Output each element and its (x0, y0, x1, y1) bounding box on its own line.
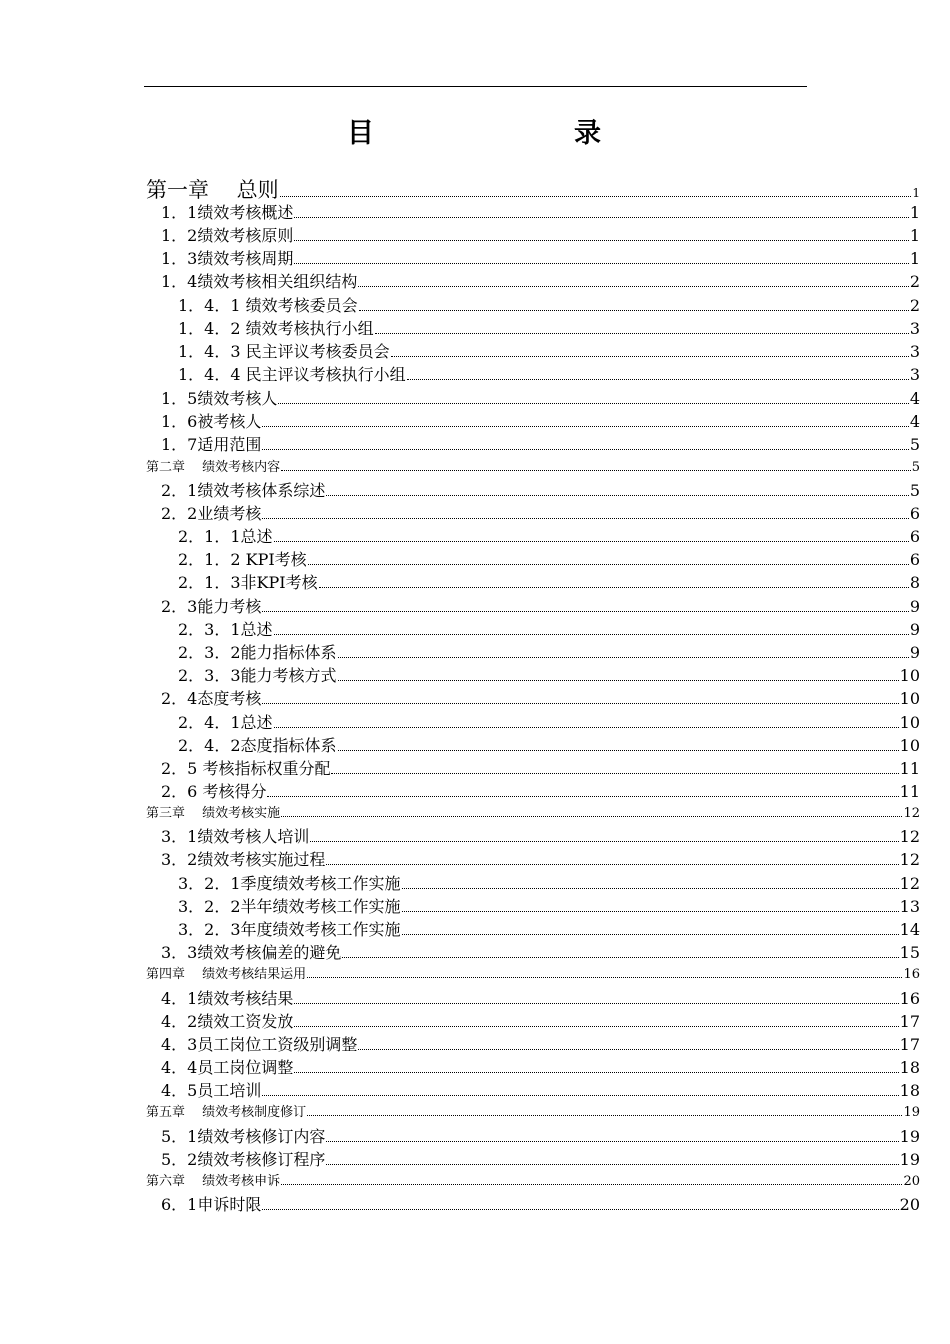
toc-entry-text: 1．4．3 民主评议考核委员会 (178, 342, 390, 361)
toc-entry[interactable] (161, 1147, 920, 1170)
toc-leader-dots (407, 379, 909, 380)
toc-leader-dots (294, 240, 908, 241)
toc-page-number: 3 (909, 319, 920, 338)
toc-page-number: 16 (899, 989, 920, 1008)
toc-page-number: 11 (899, 759, 920, 778)
toc-page-number: 12 (899, 827, 920, 846)
toc-leader-dots (358, 1049, 898, 1050)
toc-entry[interactable] (161, 409, 920, 432)
toc-entry-text: 2．4．2态度指标体系 (178, 736, 337, 755)
toc-entry[interactable] (161, 1192, 920, 1215)
toc-leader-dots (358, 286, 908, 287)
toc-entry-text: 2．4态度考核 (161, 689, 262, 708)
toc-page-number: 16 (903, 967, 920, 982)
toc-page-number: 17 (899, 1035, 920, 1054)
toc-leader-dots (274, 727, 899, 728)
toc-entry[interactable] (178, 362, 920, 385)
toc-leader-dots (326, 495, 908, 496)
toc-entry-text: 1．7适用范围 (161, 435, 262, 454)
toc-page-number: 18 (899, 1058, 920, 1077)
toc-page-number: 14 (899, 920, 920, 939)
toc-title-char-1: 目 (347, 118, 374, 149)
toc-entry-text: 第二章 绩效考核内容 (146, 460, 281, 475)
toc-entry-text: 第五章 绩效考核制度修订 (146, 1105, 307, 1120)
toc-page-number: 12 (899, 850, 920, 869)
toc-title (0, 116, 950, 156)
toc-page-number: 3 (909, 365, 920, 384)
toc-page-number: 20 (899, 1195, 920, 1214)
toc-entry[interactable] (178, 524, 920, 547)
toc-entry[interactable] (161, 847, 920, 870)
toc-entry[interactable] (178, 917, 920, 940)
toc-entry[interactable] (161, 269, 920, 292)
toc-entry[interactable] (161, 1055, 920, 1078)
toc-entry[interactable] (161, 686, 920, 709)
toc-entry-text: 3．1绩效考核人培训 (161, 827, 310, 846)
toc-entry[interactable] (178, 663, 920, 686)
toc-page-number: 12 (903, 806, 920, 821)
toc-page-number: 8 (909, 573, 920, 592)
toc-entry-text: 2．1．3非KPI考核 (178, 573, 318, 592)
toc-leader-dots (267, 796, 898, 797)
toc-page-number: 5 (909, 481, 920, 500)
toc-page-number: 10 (899, 713, 920, 732)
toc-page-number: 6 (909, 527, 920, 546)
toc-entry-text: 1．2绩效考核原则 (161, 226, 294, 245)
toc-entry-text: 4．3员工岗位工资级别调整 (161, 1035, 358, 1054)
toc-page-number: 19 (899, 1127, 920, 1146)
toc-title-char-2: 录 (574, 118, 601, 149)
toc-leader-dots (274, 541, 909, 542)
toc-entry-text: 4．1绩效考核结果 (161, 989, 294, 1008)
toc-leader-dots (294, 263, 908, 264)
toc-leader-dots (326, 1141, 898, 1142)
toc-entry-text: 3．3绩效考核偏差的避免 (161, 943, 342, 962)
toc-leader-dots (294, 217, 908, 218)
toc-leader-dots (294, 1003, 898, 1004)
toc-entry-text: 5．1绩效考核修订内容 (161, 1127, 326, 1146)
toc-page-number: 15 (899, 943, 920, 962)
toc-page-number: 18 (899, 1081, 920, 1100)
toc-leader-dots (310, 841, 898, 842)
toc-leader-dots (281, 1184, 902, 1185)
toc-page-number: 9 (909, 620, 920, 639)
toc-leader-dots (308, 564, 909, 565)
toc-entry-text: 1．4．2 绩效考核执行小组 (178, 319, 374, 338)
toc-entry-text: 4．4员工岗位调整 (161, 1058, 294, 1077)
toc-leader-dots (338, 657, 909, 658)
toc-leader-dots (281, 816, 902, 817)
toc-page-number: 2 (909, 272, 920, 291)
toc-leader-dots (338, 680, 899, 681)
toc-entry[interactable] (161, 223, 920, 246)
toc-entry-text: 2．2业绩考核 (161, 504, 262, 523)
toc-entry[interactable] (161, 246, 920, 269)
toc-page-number: 5 (909, 435, 920, 454)
toc-leader-dots (391, 356, 909, 357)
toc-entry[interactable] (161, 824, 920, 847)
toc-page-number: 6 (909, 504, 920, 523)
toc-entry-text: 1．1绩效考核概述 (161, 203, 294, 222)
toc-entry[interactable] (161, 1078, 920, 1101)
toc-leader-dots (262, 611, 908, 612)
toc-entry-text: 2．6 考核得分 (161, 782, 267, 801)
toc-entry-text: 第六章 绩效考核申诉 (146, 1174, 281, 1189)
toc-entry[interactable] (178, 339, 920, 362)
toc-leader-dots (326, 1164, 898, 1165)
toc-leader-dots (280, 196, 912, 197)
toc-leader-dots (402, 911, 899, 912)
toc-entry[interactable] (161, 756, 920, 779)
toc-entry[interactable] (161, 940, 920, 963)
toc-page-number: 10 (899, 736, 920, 755)
toc-page-number: 5 (911, 460, 920, 475)
toc-entry-text: 第四章 绩效考核结果运用 (146, 967, 307, 982)
toc-leader-dots (294, 1026, 898, 1027)
toc-entry[interactable] (178, 894, 920, 917)
toc-page-number: 13 (899, 897, 920, 916)
toc-leader-dots (331, 773, 898, 774)
toc-leader-dots (262, 1209, 898, 1210)
toc-entry[interactable] (178, 547, 920, 570)
toc-entry[interactable] (178, 293, 920, 316)
toc-entry-text: 4．2绩效工资发放 (161, 1012, 294, 1031)
toc-entry[interactable] (161, 986, 920, 1009)
toc-entry[interactable] (161, 501, 920, 524)
toc-entry-text: 3．2．3年度绩效考核工作实施 (178, 920, 401, 939)
toc-entry[interactable] (178, 570, 920, 593)
toc-leader-dots (274, 634, 909, 635)
toc-entry-text: 第一章 总则 (146, 178, 279, 202)
toc-leader-dots (281, 470, 911, 471)
toc-entry-text: 1．4绩效考核相关组织结构 (161, 272, 358, 291)
toc-entry-text: 1．4．1 绩效考核委员会 (178, 296, 358, 315)
toc-entry[interactable] (178, 316, 920, 339)
toc-leader-dots (262, 1095, 898, 1096)
toc-page-number: 4 (909, 389, 920, 408)
toc-entry-text: 3．2．1季度绩效考核工作实施 (178, 874, 401, 893)
toc-page-number: 12 (899, 874, 920, 893)
toc-entry-text: 2．5 考核指标权重分配 (161, 759, 331, 778)
toc-page-number: 1 (909, 249, 920, 268)
toc-page-number: 6 (909, 550, 920, 569)
toc-entry[interactable] (178, 733, 920, 756)
toc-entry-text: 4．5员工培训 (161, 1081, 262, 1100)
toc-leader-dots (278, 403, 908, 404)
toc-entry[interactable] (178, 640, 920, 663)
toc-entry-text: 第三章 绩效考核实施 (146, 806, 281, 821)
toc-leader-dots (338, 750, 899, 751)
toc-entry[interactable] (161, 1009, 920, 1032)
toc-entry-text: 2．4．1总述 (178, 713, 273, 732)
toc-entry-text: 3．2绩效考核实施过程 (161, 850, 326, 869)
toc-entry[interactable] (161, 594, 920, 617)
toc-page-number: 9 (909, 643, 920, 662)
toc-entry[interactable] (178, 617, 920, 640)
toc-entry[interactable] (161, 478, 920, 501)
toc-page-number: 19 (903, 1105, 920, 1120)
toc-page-number: 1 (912, 186, 920, 200)
toc-page-number: 11 (899, 782, 920, 801)
toc-entry-text: 2．1绩效考核体系综述 (161, 481, 326, 500)
toc-entry-text: 1．5绩效考核人 (161, 389, 278, 408)
toc-entry[interactable] (161, 386, 920, 409)
toc-page-number: 2 (909, 296, 920, 315)
toc-leader-dots (375, 333, 909, 334)
toc-leader-dots (402, 934, 899, 935)
toc-page-number: 9 (909, 597, 920, 616)
toc-leader-dots (262, 449, 908, 450)
toc-leader-dots (326, 864, 898, 865)
header-rule (144, 86, 807, 87)
toc-entry[interactable] (161, 432, 920, 455)
toc-entry[interactable] (161, 1124, 920, 1147)
toc-entry[interactable] (146, 802, 920, 821)
toc-leader-dots (307, 977, 902, 978)
toc-entry[interactable] (146, 1170, 920, 1189)
toc-page-number: 10 (899, 666, 920, 685)
toc-leader-dots (342, 957, 898, 958)
toc-leader-dots (359, 310, 909, 311)
toc-entry[interactable] (161, 1032, 920, 1055)
toc-page-number: 10 (899, 689, 920, 708)
toc-entry-text: 6．1申诉时限 (161, 1195, 262, 1214)
toc-entry[interactable] (146, 1101, 920, 1120)
toc-entry-text: 2．3．1总述 (178, 620, 273, 639)
toc-entry-text: 1．3绩效考核周期 (161, 249, 294, 268)
toc-entry[interactable] (161, 200, 920, 223)
toc-leader-dots (307, 1115, 902, 1116)
toc-leader-dots (402, 888, 899, 889)
toc-leader-dots (262, 703, 898, 704)
toc-page-number: 4 (909, 412, 920, 431)
toc-page-number: 3 (909, 342, 920, 361)
toc-entry-text: 2．1．2 KPI考核 (178, 550, 307, 569)
toc-entry[interactable] (146, 963, 920, 982)
toc-leader-dots (294, 1072, 898, 1073)
toc-entry-text: 2．3能力考核 (161, 597, 262, 616)
toc-entry-text: 2．3．2能力指标体系 (178, 643, 337, 662)
toc-entry-text: 2．3．3能力考核方式 (178, 666, 337, 685)
toc-entry-text: 1．4．4 民主评议考核执行小组 (178, 365, 406, 384)
toc-page-number: 1 (909, 226, 920, 245)
toc-entry-text: 1．6被考核人 (161, 412, 262, 431)
toc-entry-text: 3．2．2半年绩效考核工作实施 (178, 897, 401, 916)
toc-page-number: 1 (909, 203, 920, 222)
toc-leader-dots (262, 426, 908, 427)
toc-entry-text: 2．1．1总述 (178, 527, 273, 546)
toc-entry[interactable] (161, 779, 920, 802)
toc-page-number: 17 (899, 1012, 920, 1031)
toc-entry[interactable] (146, 456, 920, 475)
toc-entry[interactable] (178, 710, 920, 733)
toc-leader-dots (262, 518, 908, 519)
toc-leader-dots (319, 587, 909, 588)
toc-page-number: 20 (903, 1174, 920, 1189)
toc-page-number: 19 (899, 1150, 920, 1169)
toc-entry[interactable] (178, 871, 920, 894)
toc-entry-text: 5．2绩效考核修订程序 (161, 1150, 326, 1169)
